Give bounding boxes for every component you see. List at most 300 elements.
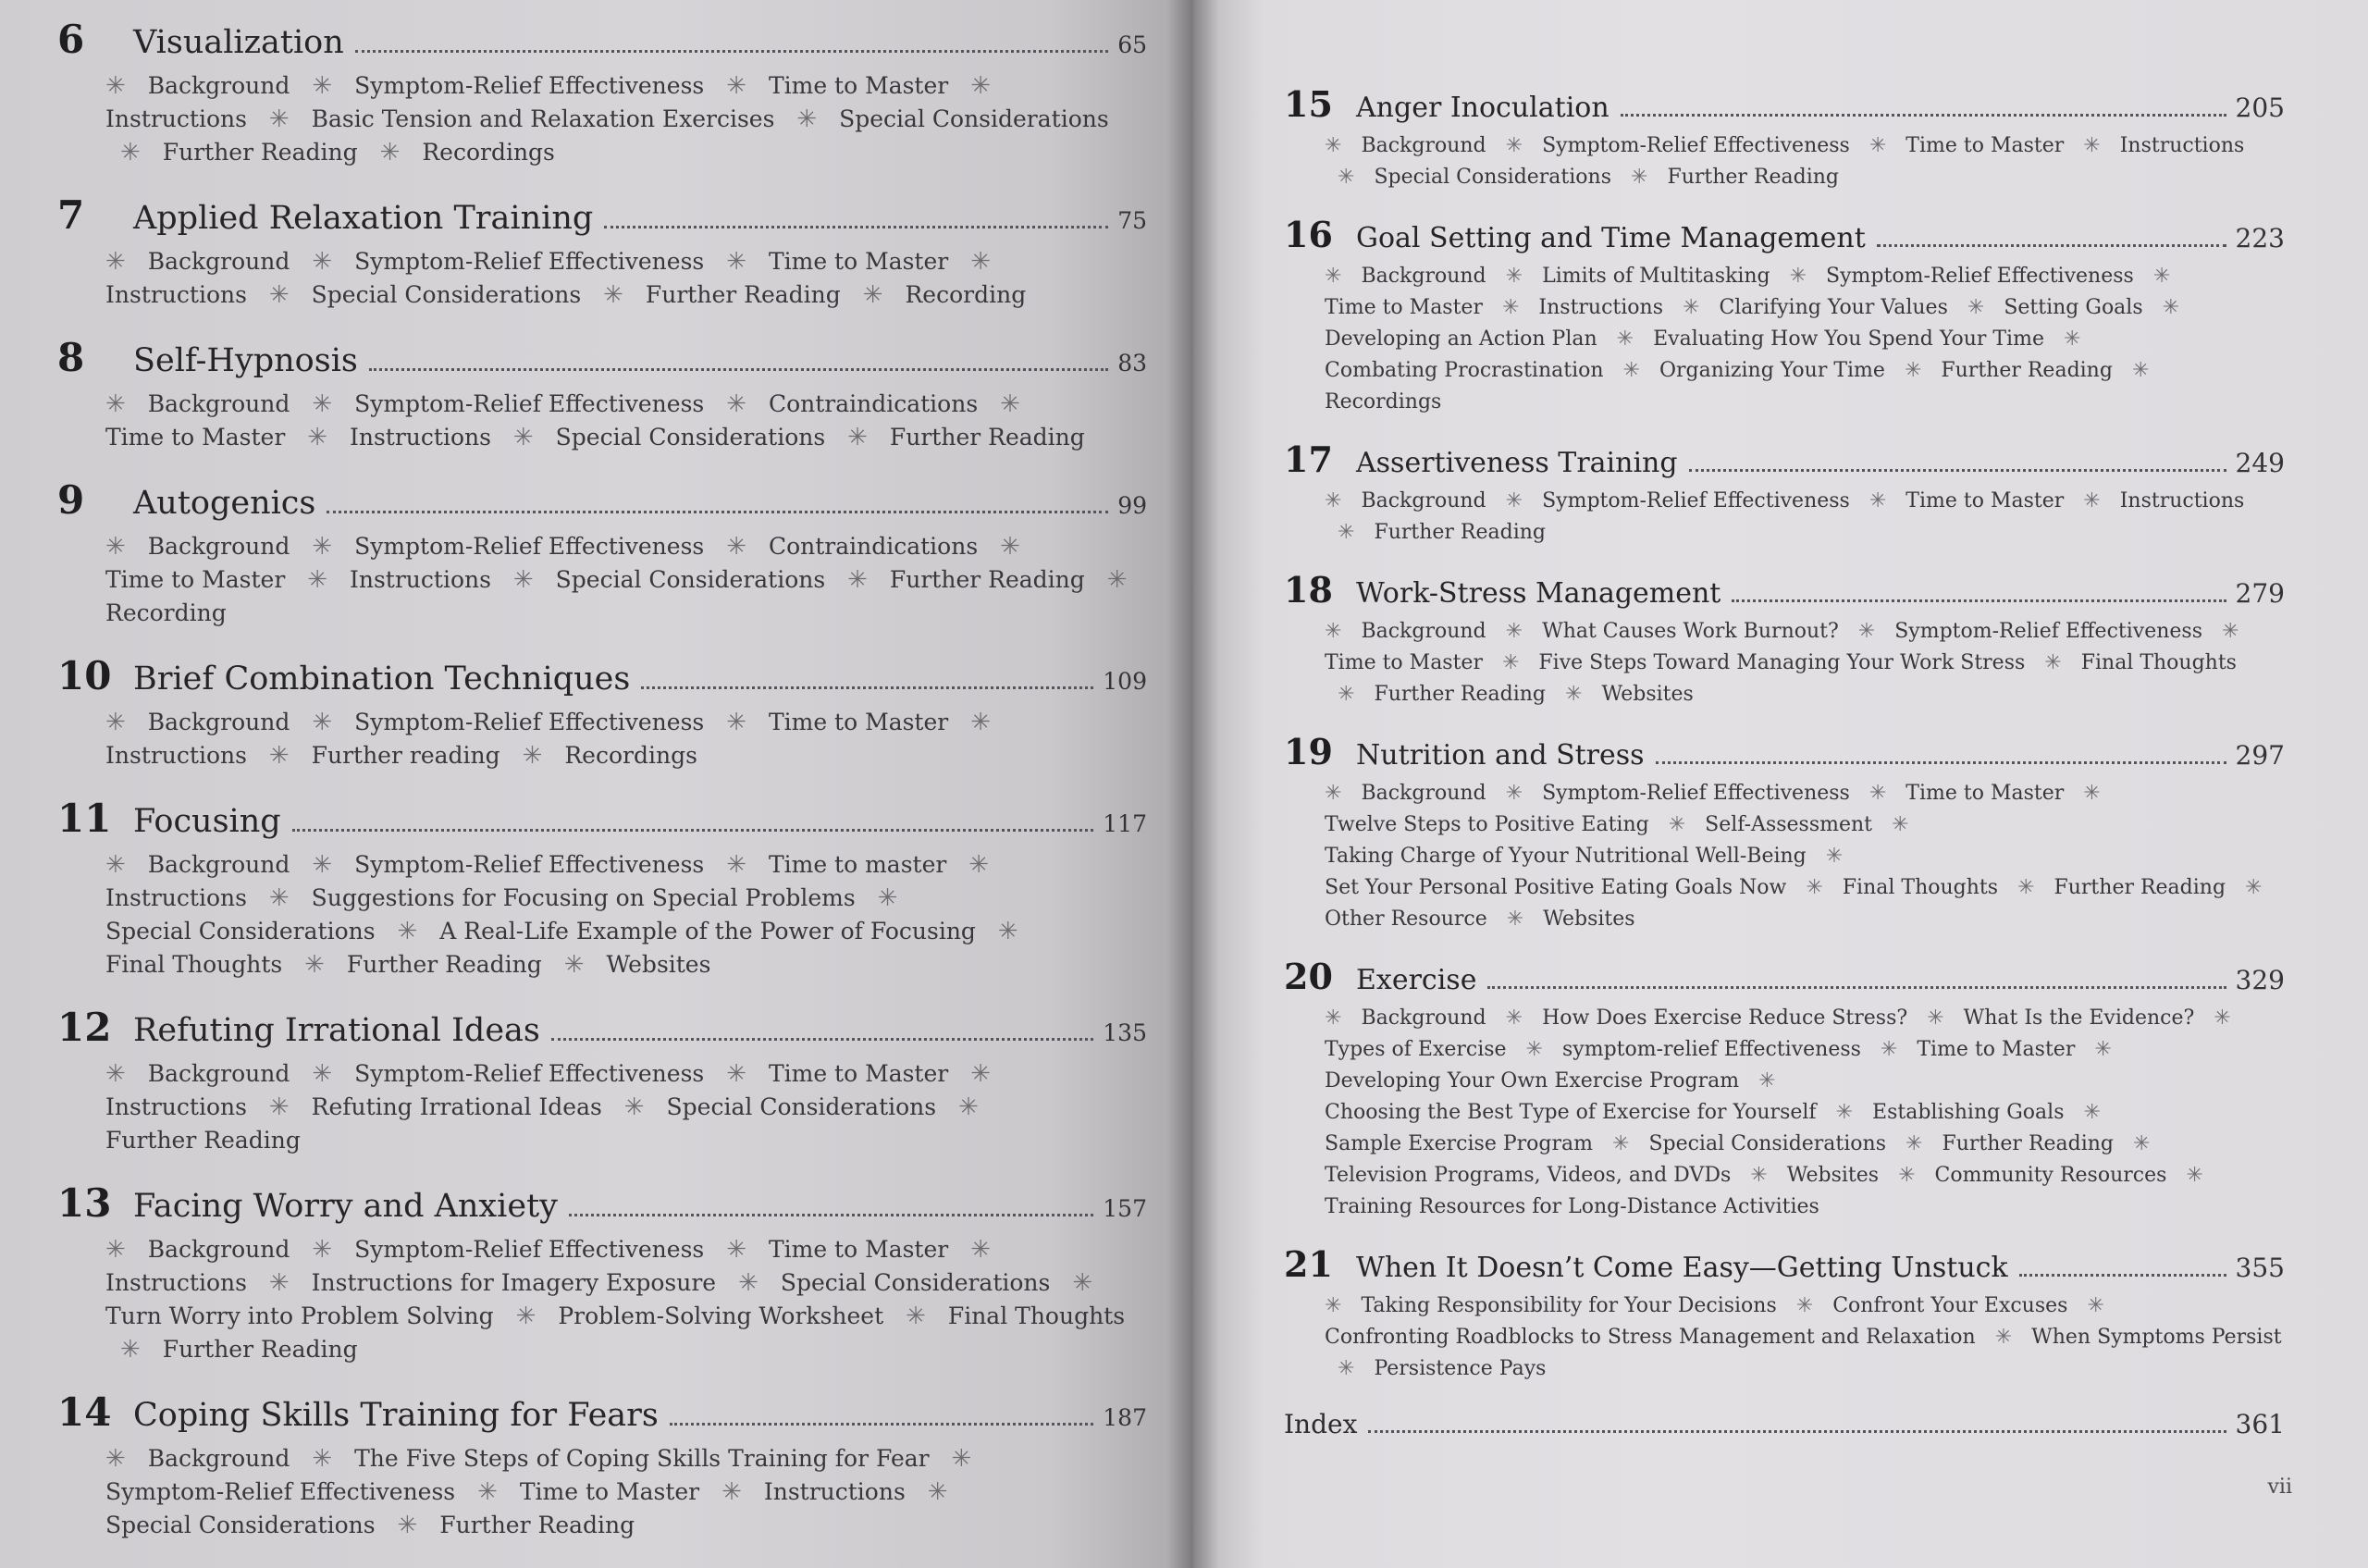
topic-item: Further Reading <box>1942 1132 2115 1155</box>
asterisk-bullet-icon: ✳ <box>726 851 746 879</box>
chapter-title[interactable]: Brief Combination Techniques <box>133 661 631 698</box>
topic-item: A Real-Life Example of the Power of Focusing <box>439 918 976 945</box>
topic-item: Websites <box>1543 907 1635 931</box>
asterisk-bullet-icon: ✳ <box>304 951 325 979</box>
chapter-title[interactable]: Focusing <box>133 803 281 840</box>
chapter-page-number: 83 <box>1117 350 1147 377</box>
topic-item: Persistence Pays <box>1374 1357 1547 1380</box>
topic-item: Background <box>1361 265 1486 288</box>
dot-leader <box>1689 469 2226 472</box>
topic-item: Background <box>147 1445 290 1472</box>
topic-item: Choosing the Best Type of Exercise for Yourself <box>1325 1101 1817 1124</box>
asterisk-bullet-icon: ✳ <box>2222 620 2239 643</box>
asterisk-bullet-icon: ✳ <box>1000 390 1020 418</box>
right-toc <box>1284 83 2285 1385</box>
asterisk-bullet-icon: ✳ <box>951 1445 972 1473</box>
asterisk-bullet-icon: ✳ <box>1906 1132 1923 1155</box>
topic-item: Further Reading <box>1667 166 1840 189</box>
chapter-title[interactable]: Goal Setting and Time Management <box>1356 222 1866 254</box>
asterisk-bullet-icon: ✳ <box>726 248 746 276</box>
asterisk-bullet-icon: ✳ <box>970 1060 991 1088</box>
chapter-topics <box>1325 1290 2285 1385</box>
asterisk-bullet-icon: ✳ <box>1622 359 1640 382</box>
topic-item: Instructions <box>350 424 491 451</box>
topic-item: Recordings <box>1325 390 1442 414</box>
chapter-number: 12 <box>57 1005 112 1050</box>
topic-item: Turn Worry into Problem Solving <box>105 1303 494 1329</box>
asterisk-bullet-icon: ✳ <box>2017 876 2035 899</box>
asterisk-bullet-icon: ✳ <box>312 1060 333 1088</box>
asterisk-bullet-icon: ✳ <box>312 248 333 276</box>
asterisk-bullet-icon: ✳ <box>1505 265 1523 288</box>
topic-item: Further Reading <box>346 951 542 978</box>
page-folio: vii <box>2267 1475 2292 1499</box>
left-toc <box>57 17 1147 1542</box>
chapter-number: 21 <box>1284 1243 1333 1285</box>
chapter-entry[interactable] <box>57 17 1147 169</box>
asterisk-bullet-icon: ✳ <box>1835 1101 1854 1124</box>
chapter-topics <box>105 69 1147 169</box>
chapter-heading <box>57 796 1147 841</box>
chapter-topics <box>1325 261 2285 418</box>
topic-item: Evaluating How You Spend Your Time <box>1653 327 2044 351</box>
topic-item: Further Reading <box>1941 359 2113 382</box>
topic-item: Establishing Goals <box>1872 1101 2065 1124</box>
dot-leader <box>641 686 1093 689</box>
asterisk-bullet-icon: ✳ <box>105 390 126 418</box>
chapter-topics <box>1325 486 2285 549</box>
chapter-number: 16 <box>1284 214 1333 255</box>
chapter-page-number: 205 <box>2235 93 2285 123</box>
chapter-page-number: 249 <box>2235 448 2285 478</box>
chapter-heading <box>57 477 1147 523</box>
chapter-page-number: 279 <box>2235 578 2285 609</box>
asterisk-bullet-icon: ✳ <box>2087 1294 2104 1317</box>
topic-item: Further Reading <box>1374 683 1546 706</box>
chapter-page-number: 109 <box>1103 668 1147 695</box>
topic-item: Instructions <box>105 742 247 769</box>
asterisk-bullet-icon: ✳ <box>1505 134 1523 157</box>
topic-item: Combating Procrastination <box>1325 359 1604 382</box>
asterisk-bullet-icon: ✳ <box>970 72 991 100</box>
chapter-entry[interactable] <box>1284 83 2285 193</box>
chapter-entry[interactable] <box>57 653 1147 772</box>
asterisk-bullet-icon: ✳ <box>603 281 623 309</box>
asterisk-bullet-icon: ✳ <box>2131 359 2150 382</box>
chapter-page-number: 135 <box>1103 1019 1147 1046</box>
topic-item: Symptom-Relief Effectiveness <box>1826 265 2134 288</box>
asterisk-bullet-icon: ✳ <box>105 248 126 276</box>
asterisk-bullet-icon: ✳ <box>726 390 746 418</box>
chapter-heading <box>1284 956 2285 997</box>
asterisk-bullet-icon: ✳ <box>2245 876 2263 899</box>
topic-item: How Does Exercise Reduce Stress? <box>1542 1006 1908 1030</box>
topic-item: Special Considerations <box>311 281 582 308</box>
asterisk-bullet-icon: ✳ <box>726 1060 746 1088</box>
chapter-page-number: 99 <box>1117 492 1147 519</box>
asterisk-bullet-icon: ✳ <box>970 1236 991 1264</box>
chapter-entry[interactable] <box>1284 214 2285 418</box>
topic-item: Symptom-Relief Effectiveness <box>354 851 705 878</box>
topic-item: Further Reading <box>105 1127 301 1154</box>
asterisk-bullet-icon: ✳ <box>1892 813 1909 836</box>
asterisk-bullet-icon: ✳ <box>268 1093 290 1121</box>
asterisk-bullet-icon: ✳ <box>1789 265 1807 288</box>
chapter-number: 9 <box>57 477 85 523</box>
asterisk-bullet-icon: ✳ <box>1505 1006 1523 1030</box>
topic-item: Suggestions for Focusing on Special Problems <box>311 884 856 911</box>
topic-item: Instructions <box>105 1093 247 1120</box>
asterisk-bullet-icon: ✳ <box>1758 1069 1776 1093</box>
asterisk-bullet-icon: ✳ <box>2152 265 2171 288</box>
chapter-title[interactable]: Self-Hypnosis <box>133 342 358 379</box>
asterisk-bullet-icon: ✳ <box>906 1303 926 1330</box>
chapter-number: 10 <box>57 653 112 698</box>
topic-item: Confronting Roadblocks to Stress Management and Relaxation <box>1325 1326 1976 1349</box>
topic-item: Special Considerations <box>105 918 376 945</box>
asterisk-bullet-icon: ✳ <box>268 281 290 309</box>
asterisk-bullet-icon: ✳ <box>312 390 333 418</box>
topic-item: Special Considerations <box>105 1512 376 1538</box>
chapter-topics <box>105 1233 1147 1366</box>
asterisk-bullet-icon: ✳ <box>927 1478 948 1506</box>
topic-item: Taking Charge of Yyour Nutritional Well-Being <box>1325 845 1807 868</box>
chapter-entry[interactable] <box>1284 731 2285 935</box>
asterisk-bullet-icon: ✳ <box>312 72 333 100</box>
asterisk-bullet-icon: ✳ <box>522 742 543 770</box>
topic-item: Time to Master <box>768 248 949 275</box>
topic-item: Instructions <box>105 281 247 308</box>
asterisk-bullet-icon: ✳ <box>1325 620 1342 643</box>
asterisk-bullet-icon: ✳ <box>307 424 328 451</box>
asterisk-bullet-icon: ✳ <box>120 1336 141 1364</box>
topic-item: Instructions <box>2119 134 2245 157</box>
topic-item: Further Reading <box>889 566 1085 593</box>
dot-leader <box>369 368 1108 371</box>
chapter-page-number: 117 <box>1103 810 1147 837</box>
asterisk-bullet-icon: ✳ <box>2044 651 2062 674</box>
chapter-title[interactable]: Anger Inoculation <box>1356 92 1610 124</box>
topic-item: Websites <box>606 951 711 978</box>
asterisk-bullet-icon: ✳ <box>726 533 746 561</box>
topic-item: Final Thoughts <box>947 1303 1126 1329</box>
asterisk-bullet-icon: ✳ <box>105 709 126 736</box>
topic-item: Organizing Your Time <box>1659 359 1885 382</box>
asterisk-bullet-icon: ✳ <box>2133 1132 2151 1155</box>
topic-item: Recordings <box>422 139 555 166</box>
topic-item: Background <box>147 709 290 735</box>
asterisk-bullet-icon: ✳ <box>1506 907 1524 931</box>
topic-item: Set Your Personal Positive Eating Goals Now <box>1325 876 1787 899</box>
asterisk-bullet-icon: ✳ <box>1505 782 1523 805</box>
chapter-number: 19 <box>1284 731 1333 772</box>
asterisk-bullet-icon: ✳ <box>512 424 534 451</box>
chapter-entry[interactable] <box>57 1389 1147 1542</box>
asterisk-bullet-icon: ✳ <box>1750 1164 1768 1187</box>
topic-item: Symptom-Relief Effectiveness <box>354 1060 705 1087</box>
chapter-topics <box>1325 130 2285 193</box>
chapter-entry[interactable] <box>1284 1243 2285 1385</box>
asterisk-bullet-icon: ✳ <box>968 851 990 879</box>
chapter-title[interactable]: Refuting Irrational Ideas <box>133 1012 540 1049</box>
asterisk-bullet-icon: ✳ <box>1338 166 1355 189</box>
topic-item: Background <box>147 851 290 878</box>
chapter-topics <box>1325 1003 2285 1223</box>
topic-item: Background <box>1361 489 1486 512</box>
dot-leader <box>569 1214 1093 1216</box>
chapter-topics <box>105 530 1147 630</box>
asterisk-bullet-icon: ✳ <box>726 1236 746 1264</box>
topic-item: Final Thoughts <box>1842 876 1999 899</box>
topic-item: Recording <box>905 281 1027 308</box>
asterisk-bullet-icon: ✳ <box>623 1093 645 1121</box>
topic-item: Basic Tension and Relaxation Exercises <box>311 105 775 132</box>
topic-item: Refuting Irrational Ideas <box>311 1093 602 1120</box>
topic-item: Background <box>1361 134 1486 157</box>
asterisk-bullet-icon: ✳ <box>268 105 290 133</box>
asterisk-bullet-icon: ✳ <box>1868 489 1887 512</box>
topic-item: Other Resource <box>1325 907 1487 931</box>
asterisk-bullet-icon: ✳ <box>2186 1164 2203 1187</box>
chapter-number: 14 <box>57 1389 112 1435</box>
chapter-page-number: 65 <box>1117 31 1147 58</box>
asterisk-bullet-icon: ✳ <box>738 1269 758 1297</box>
asterisk-bullet-icon: ✳ <box>2214 1006 2231 1030</box>
topic-item: Community Resources <box>1934 1164 2167 1187</box>
topic-item: Five Steps Toward Managing Your Work Stress <box>1538 651 2026 674</box>
asterisk-bullet-icon: ✳ <box>120 139 141 167</box>
topic-item: Further Reading <box>439 1512 635 1538</box>
topic-item: Instructions <box>350 566 491 593</box>
topic-item: Symptom-Relief Effectiveness <box>354 248 705 275</box>
topic-item: Background <box>1361 1006 1486 1030</box>
topic-item: Time to Master <box>519 1478 700 1505</box>
asterisk-bullet-icon: ✳ <box>1325 134 1342 157</box>
asterisk-bullet-icon: ✳ <box>847 566 868 594</box>
asterisk-bullet-icon: ✳ <box>397 1512 418 1539</box>
chapter-title[interactable]: Coping Skills Training for Fears <box>133 1397 659 1434</box>
chapter-topics <box>105 245 1147 312</box>
topic-item: Special Considerations <box>780 1269 1051 1296</box>
topic-item: Instructions <box>105 884 247 911</box>
topic-item: Further Reading <box>1374 521 1546 544</box>
asterisk-bullet-icon: ✳ <box>958 1093 979 1121</box>
chapter-page-number: 223 <box>2235 223 2285 253</box>
asterisk-bullet-icon: ✳ <box>477 1478 498 1506</box>
asterisk-bullet-icon: ✳ <box>726 709 746 736</box>
topic-item: Self-Assessment <box>1705 813 1873 836</box>
asterisk-bullet-icon: ✳ <box>1631 166 1648 189</box>
chapter-topics <box>105 1057 1147 1157</box>
asterisk-bullet-icon: ✳ <box>970 709 991 736</box>
chapter-title[interactable]: Visualization <box>133 24 344 61</box>
chapter-title[interactable]: Assertiveness Training <box>1356 447 1678 479</box>
dot-leader <box>292 829 1094 832</box>
topic-item: Training Resources for Long-Distance Activities <box>1325 1195 1819 1218</box>
topic-item: Symptom-Relief Effectiveness <box>105 1478 456 1505</box>
topic-item: Background <box>147 1236 290 1263</box>
topic-item: Further Reading <box>645 281 841 308</box>
chapter-heading <box>57 335 1147 380</box>
asterisk-bullet-icon: ✳ <box>2083 782 2101 805</box>
topic-item: Setting Goals <box>2004 296 2143 319</box>
topic-item: Time to Master <box>1906 134 2065 157</box>
chapter-page-number: 329 <box>2235 965 2285 995</box>
topic-item: What Causes Work Burnout? <box>1542 620 1839 643</box>
asterisk-bullet-icon: ✳ <box>847 424 868 451</box>
asterisk-bullet-icon: ✳ <box>1898 1164 1916 1187</box>
asterisk-bullet-icon: ✳ <box>1967 296 1985 319</box>
topic-item: Time to Master <box>1325 651 1483 674</box>
dot-leader <box>1621 114 2226 117</box>
chapter-entry[interactable] <box>57 1005 1147 1157</box>
chapter-title[interactable]: Nutrition and Stress <box>1356 739 1645 772</box>
chapter-title[interactable]: Work-Stress Management <box>1356 577 1721 610</box>
topic-item: Symptom-Relief Effectiveness <box>354 1236 705 1263</box>
chapter-title[interactable]: Facing Worry and Anxiety <box>133 1188 558 1225</box>
index-page-number: 361 <box>2235 1409 2285 1439</box>
chapter-heading <box>1284 1243 2285 1285</box>
topic-item: Instructions <box>763 1478 906 1505</box>
chapter-topics <box>105 706 1147 772</box>
topic-item: Further reading <box>311 742 500 769</box>
asterisk-bullet-icon: ✳ <box>312 533 333 561</box>
chapter-topics <box>105 1442 1147 1542</box>
topic-item: Further Reading <box>889 424 1085 451</box>
asterisk-bullet-icon: ✳ <box>1857 620 1876 643</box>
asterisk-bullet-icon: ✳ <box>1325 1006 1342 1030</box>
topic-item: Symptom-Relief Effectiveness <box>354 533 705 560</box>
dot-leader <box>1877 244 2226 247</box>
chapter-number: 15 <box>1284 83 1333 125</box>
topic-item: Time to Master <box>1906 782 2065 805</box>
topic-item: What Is the Evidence? <box>1963 1006 2195 1030</box>
chapter-page-number: 187 <box>1103 1404 1147 1431</box>
chapter-entry[interactable] <box>57 477 1147 630</box>
topic-item: Problem-Solving Worksheet <box>558 1303 884 1329</box>
chapter-topics <box>105 388 1147 454</box>
topic-item: Special Considerations <box>555 566 826 593</box>
asterisk-bullet-icon: ✳ <box>1683 296 1700 319</box>
dot-leader <box>355 50 1108 53</box>
topic-item: Developing an Action Plan <box>1325 327 1597 351</box>
dot-leader <box>2019 1274 2226 1277</box>
asterisk-bullet-icon: ✳ <box>1106 566 1128 594</box>
chapter-title[interactable]: Autogenics <box>133 485 316 522</box>
asterisk-bullet-icon: ✳ <box>1525 1038 1543 1061</box>
topic-item: Time to master <box>768 851 947 878</box>
asterisk-bullet-icon: ✳ <box>1565 683 1583 706</box>
topic-item: Special Considerations <box>1374 166 1612 189</box>
asterisk-bullet-icon: ✳ <box>1904 359 1922 382</box>
topic-item: Background <box>1361 620 1486 643</box>
chapter-heading <box>57 192 1147 238</box>
topic-item: Taking Responsibility for Your Decisions <box>1361 1294 1777 1317</box>
asterisk-bullet-icon: ✳ <box>970 248 991 276</box>
asterisk-bullet-icon: ✳ <box>1616 327 1634 351</box>
asterisk-bullet-icon: ✳ <box>1325 782 1342 805</box>
asterisk-bullet-icon: ✳ <box>862 281 883 309</box>
topic-item: Symptom-Relief Effectiveness <box>354 72 705 99</box>
chapter-number: 7 <box>57 192 85 238</box>
topic-item: Time to Master <box>1917 1038 2076 1061</box>
asterisk-bullet-icon: ✳ <box>312 1236 333 1264</box>
chapter-entry[interactable] <box>1284 438 2285 549</box>
topic-item: Background <box>147 248 290 275</box>
chapter-heading <box>1284 214 2285 255</box>
asterisk-bullet-icon: ✳ <box>1325 489 1342 512</box>
asterisk-bullet-icon: ✳ <box>722 1478 742 1506</box>
asterisk-bullet-icon: ✳ <box>2083 489 2101 512</box>
chapter-title[interactable]: Applied Relaxation Training <box>133 200 594 237</box>
topic-item: Recordings <box>564 742 697 769</box>
chapter-entry[interactable] <box>57 335 1147 454</box>
asterisk-bullet-icon: ✳ <box>1612 1132 1630 1155</box>
asterisk-bullet-icon: ✳ <box>877 884 898 912</box>
asterisk-bullet-icon: ✳ <box>1868 782 1887 805</box>
topic-item: Background <box>1361 782 1486 805</box>
topic-item: Time to Master <box>105 424 286 451</box>
asterisk-bullet-icon: ✳ <box>379 139 401 167</box>
asterisk-bullet-icon: ✳ <box>268 884 290 912</box>
chapter-entry[interactable] <box>1284 569 2285 710</box>
asterisk-bullet-icon: ✳ <box>1880 1038 1898 1061</box>
asterisk-bullet-icon: ✳ <box>997 918 1018 945</box>
asterisk-bullet-icon: ✳ <box>268 1269 290 1297</box>
topic-item: Background <box>147 390 290 417</box>
topic-item: The Five Steps of Coping Skills Training for Fear <box>354 1445 930 1472</box>
topic-item: Instructions <box>2119 489 2245 512</box>
asterisk-bullet-icon: ✳ <box>1668 813 1686 836</box>
dot-leader <box>1732 599 2226 602</box>
chapter-topics <box>1325 778 2285 935</box>
chapter-page-number: 157 <box>1103 1195 1147 1222</box>
chapter-entry[interactable] <box>57 192 1147 312</box>
topic-item: Time to Master <box>768 72 949 99</box>
asterisk-bullet-icon: ✳ <box>1994 1326 2013 1349</box>
chapter-heading <box>1284 569 2285 611</box>
asterisk-bullet-icon: ✳ <box>2162 296 2180 319</box>
chapter-entry[interactable] <box>57 1180 1147 1366</box>
asterisk-bullet-icon: ✳ <box>105 533 126 561</box>
dot-leader <box>551 1038 1093 1041</box>
chapter-entry[interactable] <box>1284 956 2285 1223</box>
chapter-heading <box>1284 438 2285 480</box>
index-entry[interactable] <box>1284 1409 2285 1440</box>
chapter-title[interactable]: Exercise <box>1356 964 1477 996</box>
topic-item: Time to Master <box>768 1236 949 1263</box>
topic-item: Instructions <box>1538 296 1663 319</box>
asterisk-bullet-icon: ✳ <box>1338 521 1355 544</box>
topic-item: Special Considerations <box>839 105 1109 132</box>
chapter-entry[interactable] <box>57 796 1147 982</box>
topic-item: Symptom-Relief Effectiveness <box>1894 620 2202 643</box>
asterisk-bullet-icon: ✳ <box>1927 1006 1944 1030</box>
topic-item: Time to Master <box>768 709 949 735</box>
topic-item: Time to Master <box>1906 489 2065 512</box>
topic-item: Sample Exercise Program <box>1325 1132 1593 1155</box>
topic-item: Confront Your Excuses <box>1832 1294 2068 1317</box>
asterisk-bullet-icon: ✳ <box>2083 134 2101 157</box>
asterisk-bullet-icon: ✳ <box>515 1303 536 1330</box>
topic-item: Websites <box>1786 1164 1880 1187</box>
asterisk-bullet-icon: ✳ <box>105 1236 126 1264</box>
topic-item: Instructions <box>105 105 247 132</box>
asterisk-bullet-icon: ✳ <box>105 72 126 100</box>
chapter-title[interactable]: When It Doesn’t Come Easy—Getting Unstuck <box>1356 1252 2008 1284</box>
asterisk-bullet-icon: ✳ <box>2094 1038 2112 1061</box>
asterisk-bullet-icon: ✳ <box>726 72 746 100</box>
